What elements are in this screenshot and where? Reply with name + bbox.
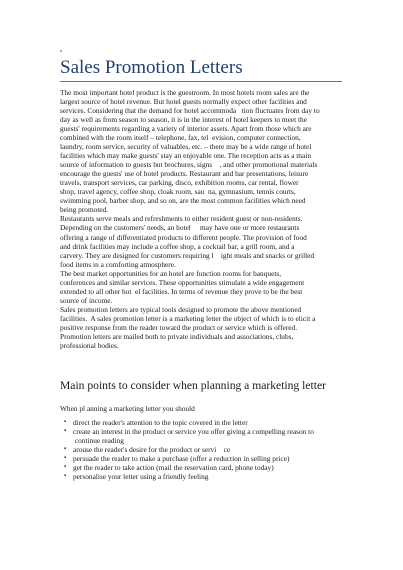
body-text xyxy=(60,88,345,350)
body-line: travels, transport services, car parking, disco, exhibition rooms, car rental, flower xyxy=(60,178,299,188)
title-rule xyxy=(60,81,342,82)
body-line: source of income. xyxy=(60,295,113,305)
bullet-icon: ▪ xyxy=(64,455,67,462)
body-line: services. Considering that the demand for hotel accommoda tion fluctuates from day to xyxy=(60,106,320,116)
body-line: encourage the guests' use of hotel products. Restaurant and bar presentations, leisure xyxy=(60,169,309,179)
bullet-icon: ▪ xyxy=(64,419,67,425)
bullet-text: arouse the reader's desire for the product or servi ce xyxy=(73,445,231,455)
body-line: day as well as from season to season, it is in the interest of hotel keepers to meet the xyxy=(60,115,307,125)
body-line: Sales promotion letters are typical tools designed to promote the above mentioned xyxy=(60,304,302,314)
body-line: conferences and similar services. These opportunities stimulate a wide engagement xyxy=(60,277,305,287)
bullet-icon: ▪ xyxy=(64,428,67,435)
body-line: source of information to guests but brochures, signs , and other promotional materials xyxy=(60,160,318,170)
bullet-text: direct the reader's attention to the topic covered in the letter xyxy=(73,418,248,427)
intro-line: When pl anning a marketing letter you should xyxy=(60,404,195,413)
bullet-item xyxy=(64,418,344,427)
body-line: The most important hotel product is the guestroom. In most hotels room sales are the xyxy=(60,88,310,97)
bullet-text: create an interest in the product or service you offer giving a compelling reason to continue reading xyxy=(73,427,314,446)
body-line: professional bodies. xyxy=(60,340,119,350)
corner-mark xyxy=(60,50,62,52)
document-title: Sales Promotion Letters xyxy=(60,57,243,78)
bullet-icon: ▪ xyxy=(64,464,67,471)
body-line: and drink facilities may include a coffee shop, a cocktail bar, a grill room, and a xyxy=(60,241,295,251)
body-line: offering a range of differentiated products to different people. The provision of food xyxy=(60,232,307,242)
body-line: facilities which may make guests' stay an enjoyable one. The reception acts as a main xyxy=(60,151,311,161)
bullet-icon: ▪ xyxy=(64,446,67,453)
body-line: The best market opportunities for an hotel are function rooms for banquets, xyxy=(60,268,282,278)
body-line: Promotion letters are mailed both to private individuals and associations, clubs, xyxy=(60,331,294,341)
body-line: laundry, room service, security of valuables, etc. – there may be a wide range of hotel xyxy=(60,142,312,152)
bullet-text: personalise your letter using a friendly feeling xyxy=(73,472,209,482)
body-line: Restaurants serve meals and refreshments to either resident guest or non-residents. xyxy=(60,214,303,224)
bullet-item xyxy=(64,427,344,445)
section-heading: Main points to consider when planning a marketing letter xyxy=(60,379,326,392)
body-line: positive response from the reader toward the product or service which is offered. xyxy=(60,322,298,332)
body-line: facilities. A sales promotion letter is a marketing letter the object of which is to elicit a xyxy=(60,313,316,323)
bullet-icon: ▪ xyxy=(64,473,67,480)
bullet-item xyxy=(64,445,344,454)
body-line: food items in a comforting atmosphere. xyxy=(60,259,176,269)
bullet-item xyxy=(64,463,344,472)
body-line: carvery. They are designed for customers requiring l ight meals and snacks or grilled xyxy=(60,250,315,260)
body-line: guests' requirements regarding a variety of interior assets. Apart from those which are xyxy=(60,124,312,134)
bullet-list xyxy=(64,418,344,481)
body-line: swimming pool, barber shop, and so on, are the most common facilities which need xyxy=(60,196,306,206)
body-line: being promoted. xyxy=(60,205,109,215)
bullet-text: persuade the reader to make a purchase (offer a reduction in selling price) xyxy=(73,454,290,464)
body-line: Depending on the customers' needs, an hotel may have one or more restaurants xyxy=(60,223,300,233)
body-line: largest source of hotel revenue. But hotel guests normally expect other facilities and xyxy=(60,97,307,107)
body-line: combined with the room itself – telephone, fax, tel evision, computer connection, xyxy=(60,133,301,143)
body-line: extended to all other hot el facilities. In terms of revenue they prove to be the best xyxy=(60,286,303,296)
bullet-text: get the reader to take action (mail the reservation card, phone today) xyxy=(73,463,274,473)
bullet-item xyxy=(64,472,344,481)
body-line: shop, travel agency, coffee shop, cloak room, sau na, gymnasium, tennis courts, xyxy=(60,187,296,197)
bullet-item xyxy=(64,454,344,463)
